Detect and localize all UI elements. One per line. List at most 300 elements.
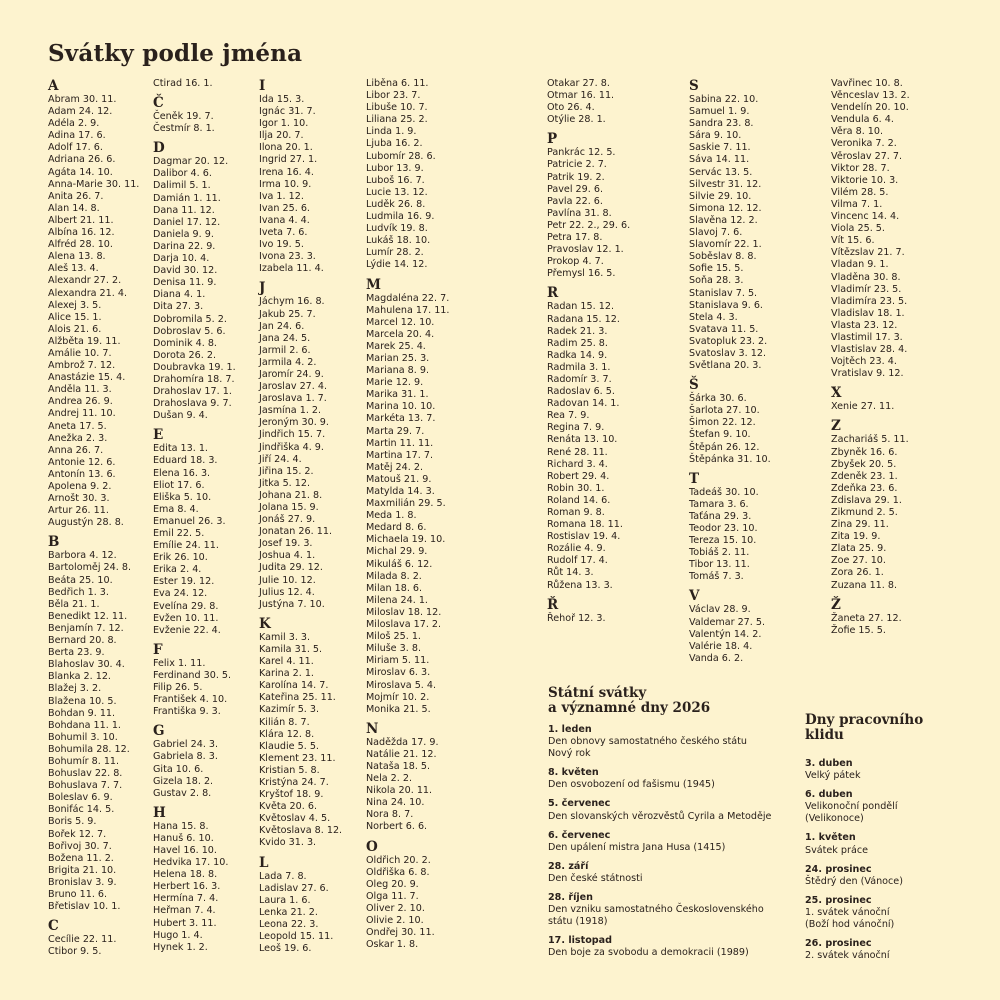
name-day-entry: Linda 1. 9. — [366, 126, 417, 138]
letter-heading: M — [366, 276, 381, 293]
name-day-entry: Herbert 16. 3. — [153, 881, 221, 893]
holiday-date: 17. listopad — [548, 935, 613, 947]
name-day-entry: Mojmír 10. 2. — [366, 691, 430, 703]
letter-heading: G — [153, 723, 165, 740]
name-day-entry: Marie 12. 9. — [366, 377, 424, 389]
names-column-3 — [259, 78, 342, 955]
holiday-date: 3. duben — [805, 758, 853, 769]
name-day-entry: Samuel 1. 9. — [689, 106, 750, 118]
name-day-entry: Bedřich 1. 3. — [48, 586, 109, 598]
name-day-entry: Ivana 4. 4. — [259, 214, 310, 226]
name-day-entry: Radoslav 6. 5. — [547, 386, 615, 398]
name-day-entry: Pavel 29. 6. — [547, 183, 603, 195]
name-day-entry: Přemysl 16. 5. — [547, 268, 616, 280]
name-day-entry: Cecílie 22. 11. — [48, 934, 117, 946]
name-day-entry: Hanuš 6. 10. — [153, 832, 214, 844]
holiday-date: 25. prosinec — [805, 894, 872, 906]
name-day-entry: Alexej 3. 5. — [48, 299, 102, 311]
name-day-entry: Doubravka 19. 1. — [153, 361, 236, 373]
name-day-entry: Valentýn 14. 2. — [689, 628, 762, 640]
holiday-date: 1. leden — [548, 724, 592, 735]
name-day-entry: Vendula 6. 4. — [831, 114, 894, 126]
name-day-entry: Havel 16. 10. — [153, 844, 217, 856]
name-day-entry: Bartoloměj 24. 8. — [48, 562, 131, 574]
name-day-entry: Tobiáš 2. 11. — [689, 547, 750, 559]
letter-heading: Z — [831, 418, 841, 435]
name-day-entry: Hermína 7. 4. — [153, 893, 219, 905]
name-day-entry: Klement 23. 11. — [259, 752, 336, 764]
holiday-date: 8. květen — [548, 767, 599, 779]
name-day-entry: Alexandra 21. 4. — [48, 287, 128, 299]
name-day-entry: Jindřiška 4. 9. — [259, 441, 324, 453]
name-day-entry: Eliška 5. 10. — [153, 491, 212, 503]
name-day-entry: Taťána 29. 3. — [689, 510, 752, 522]
name-day-entry: Otakar 27. 8. — [547, 78, 610, 89]
name-day-entry: Tamara 3. 6. — [689, 498, 749, 510]
name-day-entry: Bruno 11. 6. — [48, 889, 108, 900]
holiday-date: 28. říjen — [548, 892, 593, 904]
name-day-entry: Květoslava 8. 12. — [259, 825, 343, 837]
name-day-entry: Meda 1. 8. — [366, 510, 417, 522]
name-day-entry: Stela 4. 3. — [689, 311, 738, 323]
name-day-entry: Michal 29. 9. — [366, 546, 428, 558]
name-day-entry: Daniela 9. 9. — [153, 228, 214, 240]
name-day-entry: Rozálie 4. 9. — [547, 543, 606, 555]
name-day-entry: Miriam 5. 11. — [366, 655, 430, 667]
holiday-description: Den upálení mistra Jana Husa (1415) — [548, 841, 726, 853]
name-day-entry: Bohumír 8. 11. — [48, 755, 120, 767]
name-day-entry: Bořivoj 30. 7. — [48, 840, 112, 852]
name-day-entry: Jolana 15. 9. — [259, 502, 319, 513]
name-day-entry: Žaneta 27. 12. — [831, 612, 902, 624]
name-day-entry: Milada 8. 2. — [366, 570, 422, 582]
name-day-entry: Darina 22. 9. — [153, 240, 216, 252]
name-day-entry: Jaroslava 1. 7. — [259, 393, 327, 405]
name-day-entry: Petra 17. 8. — [547, 232, 603, 244]
name-day-entry: Liliana 25. 2. — [366, 114, 428, 126]
name-day-entry: Břetislav 10. 1. — [48, 901, 121, 913]
name-day-entry: Růt 14. 3. — [547, 567, 594, 579]
name-day-entry: Arnošt 30. 3. — [48, 493, 110, 505]
name-day-entry: Silvestr 31. 12. — [689, 178, 762, 190]
name-day-entry: Dobromila 5. 2. — [153, 313, 227, 325]
name-day-entry: Mikuláš 6. 12. — [366, 558, 433, 570]
name-day-entry: Šárka 30. 6. — [689, 393, 747, 405]
name-day-entry: Slavomír 22. 1. — [689, 239, 762, 251]
name-day-entry: Dorota 26. 2. — [153, 349, 217, 361]
name-day-entry: Štěpán 26. 12. — [689, 441, 760, 453]
name-day-entry: Irena 16. 4. — [259, 166, 314, 178]
name-day-entry: Dobroslav 5. 6. — [153, 325, 226, 337]
name-day-entry: Agáta 14. 10. — [48, 166, 113, 178]
name-day-entry: Mariana 8. 9. — [366, 365, 430, 377]
name-day-entry: Adina 17. 6. — [48, 130, 106, 142]
name-day-entry: Klára 12. 8. — [259, 728, 315, 740]
name-day-entry: Kamil 3. 3. — [259, 631, 311, 643]
name-day-entry: Felix 1. 11. — [153, 657, 206, 669]
name-day-entry: Barbora 4. 12. — [48, 550, 117, 562]
letter-heading: D — [153, 140, 165, 157]
name-day-entry: Brigita 21. 10. — [48, 864, 117, 876]
letter-heading: B — [48, 534, 60, 551]
name-day-entry: Zora 26. 1. — [831, 567, 884, 579]
name-day-entry: Olga 11. 7. — [366, 890, 419, 902]
name-day-entry: Vít 15. 6. — [831, 235, 875, 247]
name-day-entry: Zbyněk 16. 6. — [831, 446, 898, 458]
holiday-description: Den obnovy samostatného českého státu Nový rok — [548, 736, 747, 760]
name-day-entry: Nela 2. 2. — [366, 773, 413, 785]
holiday-description: 1. svátek vánoční (Boží hod vánoční) — [805, 906, 895, 931]
name-day-entry: Soňa 28. 3. — [689, 275, 744, 287]
name-day-entry: Žofie 15. 5. — [831, 624, 886, 636]
name-day-entry: Andrea 26. 9. — [48, 396, 113, 408]
name-day-entry: Dalibor 4. 6. — [153, 168, 212, 180]
rest-days-list — [805, 758, 903, 962]
name-day-entry: Otýlie 28. 1. — [547, 114, 606, 126]
name-day-entry: Vítězslav 21. 7. — [831, 247, 905, 259]
name-day-entry: Ingrid 27. 1. — [259, 154, 318, 166]
name-day-entry: Alena 13. 8. — [48, 251, 106, 263]
name-day-entry: Vavřinec 10. 8. — [831, 78, 903, 89]
name-day-entry: Radmila 3. 1. — [547, 361, 611, 373]
name-day-entry: Vladimír 23. 5. — [831, 283, 902, 295]
name-day-entry: Vojtěch 23. 4. — [831, 356, 897, 368]
letter-heading: Č — [153, 95, 164, 112]
name-day-entry: Radim 25. 8. — [547, 337, 608, 349]
name-day-entry: Miloš 25. 1. — [366, 631, 421, 643]
name-day-entry: Eva 24. 12. — [153, 588, 208, 600]
name-day-entry: Ida 15. 3. — [259, 94, 305, 105]
name-day-entry: Kvido 31. 3. — [259, 837, 317, 849]
name-day-entry: Miloslava 17. 2. — [366, 619, 442, 631]
name-day-entry: Filip 26. 5. — [153, 682, 203, 694]
name-day-entry: Josef 19. 3. — [259, 538, 313, 550]
holiday-description: Den vzniku samostatného Československého státu (1918) — [548, 904, 764, 928]
name-day-entry: Anna-Marie 30. 11. — [48, 178, 140, 190]
name-day-entry: Eduard 18. 3. — [153, 455, 218, 467]
name-day-entry: Dominik 4. 8. — [153, 337, 217, 349]
name-day-entry: Veronika 7. 2. — [831, 138, 897, 150]
name-day-entry: Justýna 7. 10. — [259, 598, 325, 610]
name-day-entry: Bonifác 14. 5. — [48, 804, 115, 816]
name-day-entry: Radan 15. 12. — [547, 301, 614, 313]
name-day-entry: Rea 7. 9. — [547, 410, 590, 422]
name-day-entry: Patricie 2. 7. — [547, 159, 607, 171]
name-day-entry: Bohuslava 7. 7. — [48, 780, 123, 792]
name-day-entry: Damián 1. 11. — [153, 192, 221, 204]
name-day-entry: Jonáš 27. 9. — [259, 514, 316, 526]
name-day-entry: Hugo 1. 4. — [153, 929, 203, 941]
name-day-entry: Valérie 18. 4. — [689, 640, 753, 652]
name-day-entry: Judita 29. 12. — [259, 562, 323, 574]
name-day-entry: Berta 23. 9. — [48, 647, 105, 659]
holiday-description: Den české státnosti — [548, 872, 643, 884]
name-day-entry: Joshua 4. 1. — [259, 550, 316, 562]
holiday-date: 28. září — [548, 860, 589, 872]
name-day-entry: Marina 10. 10. — [366, 401, 436, 413]
names-column-7 — [831, 78, 910, 637]
name-day-entry: Jonatan 26. 11. — [259, 526, 332, 538]
name-day-entry: Vlastimil 17. 3. — [831, 331, 903, 343]
name-day-entry: Luděk 26. 8. — [366, 198, 426, 210]
name-day-entry: Blanka 2. 12. — [48, 671, 111, 683]
name-day-entry: Blahoslav 30. 4. — [48, 659, 125, 671]
name-day-entry: Igor 1. 10. — [259, 118, 309, 130]
name-day-entry: Robin 30. 1. — [547, 482, 605, 494]
name-day-entry: Dita 27. 3. — [153, 301, 204, 313]
letter-heading: O — [366, 838, 378, 855]
name-day-entry: Soběslav 8. 8. — [689, 251, 757, 263]
name-day-entry: Zina 29. 11. — [831, 519, 889, 531]
name-day-entry: Jeroným 30. 9. — [259, 417, 329, 429]
name-day-entry: Slavoj 7. 6. — [689, 227, 743, 239]
name-day-entry: Silvie 29. 10. — [689, 190, 752, 202]
name-day-entry: Štefan 9. 10. — [689, 429, 751, 441]
name-day-entry: Adriana 26. 6. — [48, 154, 116, 166]
name-day-entry: Lumír 28. 2. — [366, 247, 424, 259]
name-day-entry: Marika 31. 1. — [366, 389, 429, 401]
name-day-entry: Erika 2. 4. — [153, 564, 202, 576]
names-column-4 — [366, 78, 449, 951]
name-day-entry: Kamila 31. 5. — [259, 643, 323, 655]
name-day-entry: Karel 4. 11. — [259, 656, 314, 668]
name-day-entry: Blažena 10. 5. — [48, 695, 117, 707]
name-day-entry: Sabina 22. 10. — [689, 94, 759, 105]
name-day-entry: Matouš 21. 9. — [366, 473, 432, 485]
name-day-entry: Štěpánka 31. 10. — [689, 453, 771, 465]
state-holidays-title: Státní svátky a významné dny 2026 — [548, 685, 711, 716]
name-day-entry: Zikmund 2. 5. — [831, 507, 898, 518]
name-day-entry: Vladislav 18. 1. — [831, 307, 905, 319]
holiday-description: Velký pátek — [805, 770, 861, 782]
name-day-entry: Gabriel 24. 3. — [153, 739, 219, 751]
letter-heading: R — [547, 285, 559, 302]
name-day-entry: Řehoř 12. 3. — [547, 612, 606, 624]
names-column-6 — [689, 78, 771, 665]
name-day-entry: Jitka 5. 12. — [259, 477, 311, 489]
letter-heading: E — [153, 427, 164, 444]
name-day-entry: Marta 29. 7. — [366, 425, 425, 437]
name-day-entry: Ctirad 16. 1. — [153, 78, 213, 89]
name-day-entry: Vilma 7. 1. — [831, 198, 883, 210]
name-day-entry: Martin 11. 11. — [366, 437, 434, 449]
name-day-entry: Lucie 13. 12. — [366, 186, 428, 198]
name-day-entry: Beáta 25. 10. — [48, 574, 113, 586]
name-day-entry: Anita 26. 7. — [48, 190, 104, 202]
name-day-entry: Naděžda 17. 9. — [366, 736, 439, 748]
name-day-entry: Vendelín 20. 10. — [831, 102, 909, 114]
name-day-entry: Adéla 2. 9. — [48, 118, 100, 130]
name-day-entry: Lubomír 28. 6. — [366, 150, 436, 162]
name-day-entry: Luboš 16. 7. — [366, 174, 425, 186]
name-day-entry: Valdemar 27. 5. — [689, 616, 766, 628]
holiday-date: 1. květen — [805, 832, 856, 844]
name-day-entry: Jáchym 16. 8. — [259, 296, 325, 308]
name-day-entry: Anděla 11. 3. — [48, 384, 112, 396]
name-day-entry: Gabriela 8. 3. — [153, 751, 218, 763]
name-day-entry: Jaroslav 27. 4. — [259, 381, 328, 393]
holiday-description: Den boje za svobodu a demokracii (1989) — [548, 947, 749, 959]
name-day-entry: Květa 20. 6. — [259, 801, 318, 813]
name-day-entry: Izabela 11. 4. — [259, 263, 324, 275]
name-day-entry: Jindřich 15. 7. — [259, 429, 326, 441]
name-day-entry: Robert 29. 4. — [547, 470, 610, 482]
name-day-entry: Pavla 22. 6. — [547, 195, 603, 207]
name-day-entry: Oliver 2. 10. — [366, 902, 425, 914]
name-day-entry: Drahomíra 18. 7. — [153, 373, 235, 385]
name-day-entry: Jasmína 1. 2. — [259, 405, 322, 417]
name-day-entry: Alfréd 28. 10. — [48, 239, 113, 251]
name-day-entry: Bohumila 28. 12. — [48, 743, 130, 755]
name-day-entry: Oskar 1. 8. — [366, 939, 419, 951]
name-day-entry: Lýdie 14. 12. — [366, 259, 428, 271]
name-day-entry: Ctibor 9. 5. — [48, 946, 102, 958]
state-holidays-list — [548, 724, 771, 960]
name-day-entry: Zbyšek 20. 5. — [831, 458, 897, 470]
name-day-entry: Kilián 8. 7. — [259, 716, 310, 728]
name-day-entry: Bohdana 11. 1. — [48, 719, 121, 731]
name-day-entry: Ferdinand 30. 5. — [153, 669, 232, 681]
name-day-entry: Libor 23. 7. — [366, 90, 421, 102]
name-day-entry: Drahoslava 9. 7. — [153, 398, 232, 410]
name-day-entry: Marcela 20. 4. — [366, 328, 435, 340]
name-day-entry: Ladislav 27. 6. — [259, 882, 329, 894]
name-day-entry: Adolf 17. 6. — [48, 142, 103, 154]
name-day-entry: Norbert 6. 6. — [366, 821, 428, 833]
name-day-entry: Regina 7. 9. — [547, 422, 605, 434]
name-day-entry: Marian 25. 3. — [366, 352, 430, 364]
name-day-entry: Marek 25. 4. — [366, 340, 426, 352]
letter-heading: L — [259, 854, 269, 871]
name-day-entry: Alexandr 27. 2. — [48, 275, 122, 287]
name-day-entry: Věra 8. 10. — [831, 126, 884, 138]
name-day-entry: Abram 30. 11. — [48, 94, 117, 105]
name-day-entry: Leona 22. 3. — [259, 918, 319, 930]
name-day-entry: Tomáš 7. 3. — [689, 571, 744, 583]
name-day-entry: Otmar 16. 11. — [547, 90, 615, 102]
name-day-entry: Magdaléna 22. 7. — [366, 292, 450, 304]
rest-days-title: Dny pracovního klidu — [805, 712, 924, 743]
name-day-entry: Ludvík 19. 8. — [366, 223, 428, 235]
name-day-entry: Vlasta 23. 12. — [831, 319, 898, 331]
name-day-entry: Sáva 14. 11. — [689, 154, 750, 166]
letter-heading: N — [366, 720, 379, 737]
name-day-entry: Helena 18. 8. — [153, 869, 218, 881]
holiday-description: 2. svátek vánoční — [805, 950, 890, 962]
name-day-entry: Ondřej 30. 11. — [366, 927, 435, 939]
name-day-entry: Anastázie 15. 4. — [48, 372, 126, 384]
name-day-entry: Benjamín 7. 12. — [48, 622, 124, 634]
letter-heading: Ž — [831, 596, 841, 613]
name-day-entry: Albína 16. 12. — [48, 227, 115, 239]
name-day-entry: Alois 21. 6. — [48, 323, 102, 335]
name-day-entry: Gita 10. 6. — [153, 763, 204, 775]
name-day-entry: Ester 19. 12. — [153, 576, 215, 588]
name-day-entry: Hynek 1. 2. — [153, 941, 208, 953]
name-day-entry: Milena 24. 1. — [366, 594, 428, 606]
name-day-entry: Vlastislav 28. 4. — [831, 344, 908, 356]
name-day-entry: Oldřiška 6. 8. — [366, 866, 430, 878]
name-day-entry: Servác 13. 5. — [689, 166, 753, 178]
name-day-entry: Květoslav 4. 5. — [259, 813, 331, 825]
name-day-entry: Michaela 19. 10. — [366, 534, 446, 546]
name-day-entry: Johana 21. 8. — [259, 489, 323, 501]
name-day-entry: Evženie 22. 4. — [153, 624, 221, 636]
name-day-entry: Zachariáš 5. 11. — [831, 434, 909, 446]
name-day-entry: Lada 7. 8. — [259, 870, 307, 882]
name-day-entry: Daniel 17. 12. — [153, 216, 221, 228]
name-day-entry: Ivo 19. 5. — [259, 239, 304, 251]
name-day-entry: Vanda 6. 2. — [689, 652, 744, 664]
name-day-entry: Emanuel 26. 3. — [153, 515, 226, 527]
name-day-entry: Tadeáš 30. 10. — [689, 486, 759, 498]
name-day-entry: Bernard 20. 8. — [48, 635, 117, 647]
name-day-entry: Petr 22. 2., 29. 6. — [547, 219, 631, 231]
name-day-entry: Věnceslav 13. 2. — [831, 90, 910, 102]
name-day-entry: Hana 15. 8. — [153, 820, 209, 832]
name-day-entry: Roman 9. 8. — [547, 507, 605, 518]
letter-heading: C — [48, 918, 59, 935]
name-day-entry: Jaromír 24. 9. — [259, 368, 324, 380]
name-day-entry: Oldřich 20. 2. — [366, 854, 431, 866]
name-day-entry: Saskie 7. 11. — [689, 142, 751, 154]
name-day-entry: Zdeněk 23. 1. — [831, 470, 898, 482]
name-day-entry: Čeněk 19. 7. — [153, 111, 214, 123]
name-day-entry: René 28. 11. — [547, 446, 608, 458]
name-day-entry: Lenka 21. 2. — [259, 906, 318, 918]
name-day-entry: Ivan 25. 6. — [259, 202, 310, 214]
name-day-entry: Eliot 17. 6. — [153, 479, 205, 491]
name-day-entry: Matěj 24. 2. — [366, 461, 423, 473]
name-day-entry: Tereza 15. 10. — [689, 535, 757, 547]
letter-heading: Š — [689, 377, 699, 394]
name-day-entry: Zdislava 29. 1. — [831, 494, 902, 506]
names-column-2 — [153, 78, 236, 954]
name-day-entry: Dalimil 5. 1. — [153, 180, 211, 192]
name-day-entry: Leoš 19. 6. — [259, 943, 312, 955]
name-day-entry: Vladěna 30. 8. — [831, 271, 901, 283]
name-day-entry: Bohuslav 22. 8. — [48, 768, 123, 780]
name-day-entry: Kristýna 24. 7. — [259, 776, 329, 788]
name-day-entry: Amálie 10. 7. — [48, 347, 112, 359]
name-day-entry: Zoe 27. 10. — [831, 555, 886, 567]
name-day-entry: Dušan 9. 4. — [153, 410, 208, 422]
name-day-entry: Zdeňka 23. 6. — [831, 482, 898, 494]
name-day-entry: Vratislav 9. 12. — [831, 368, 904, 380]
name-day-entry: Dagmar 20. 12. — [153, 156, 229, 168]
name-day-entry: Rostislav 19. 4. — [547, 531, 621, 543]
name-day-entry: David 30. 12. — [153, 265, 218, 277]
name-day-entry: Alan 14. 8. — [48, 202, 100, 214]
name-day-entry: Benedikt 12. 11. — [48, 610, 128, 622]
name-day-entry: Diana 4. 1. — [153, 289, 206, 301]
name-day-entry: Edita 13. 1. — [153, 443, 208, 455]
name-day-entry: Hubert 3. 11. — [153, 917, 217, 929]
name-day-entry: Běla 21. 1. — [48, 598, 100, 610]
name-day-entry: František 4. 10. — [153, 694, 228, 706]
name-day-entry: Miloslav 18. 12. — [366, 606, 442, 618]
name-day-entry: Radek 21. 3. — [547, 325, 608, 337]
name-day-entry: Růžena 13. 3. — [547, 579, 613, 591]
name-day-entry: Markéta 13. 7. — [366, 413, 436, 425]
name-day-entry: Augustýn 28. 8. — [48, 517, 124, 529]
name-day-entry: Miroslav 6. 3. — [366, 667, 431, 679]
name-day-entry: Šarlota 27. 10. — [689, 405, 760, 417]
name-day-entry: Vladan 9. 1. — [831, 259, 889, 271]
name-day-entry: Martina 17. 7. — [366, 449, 433, 461]
letter-heading: K — [259, 615, 271, 632]
holiday-date: 6. červenec — [548, 829, 611, 841]
